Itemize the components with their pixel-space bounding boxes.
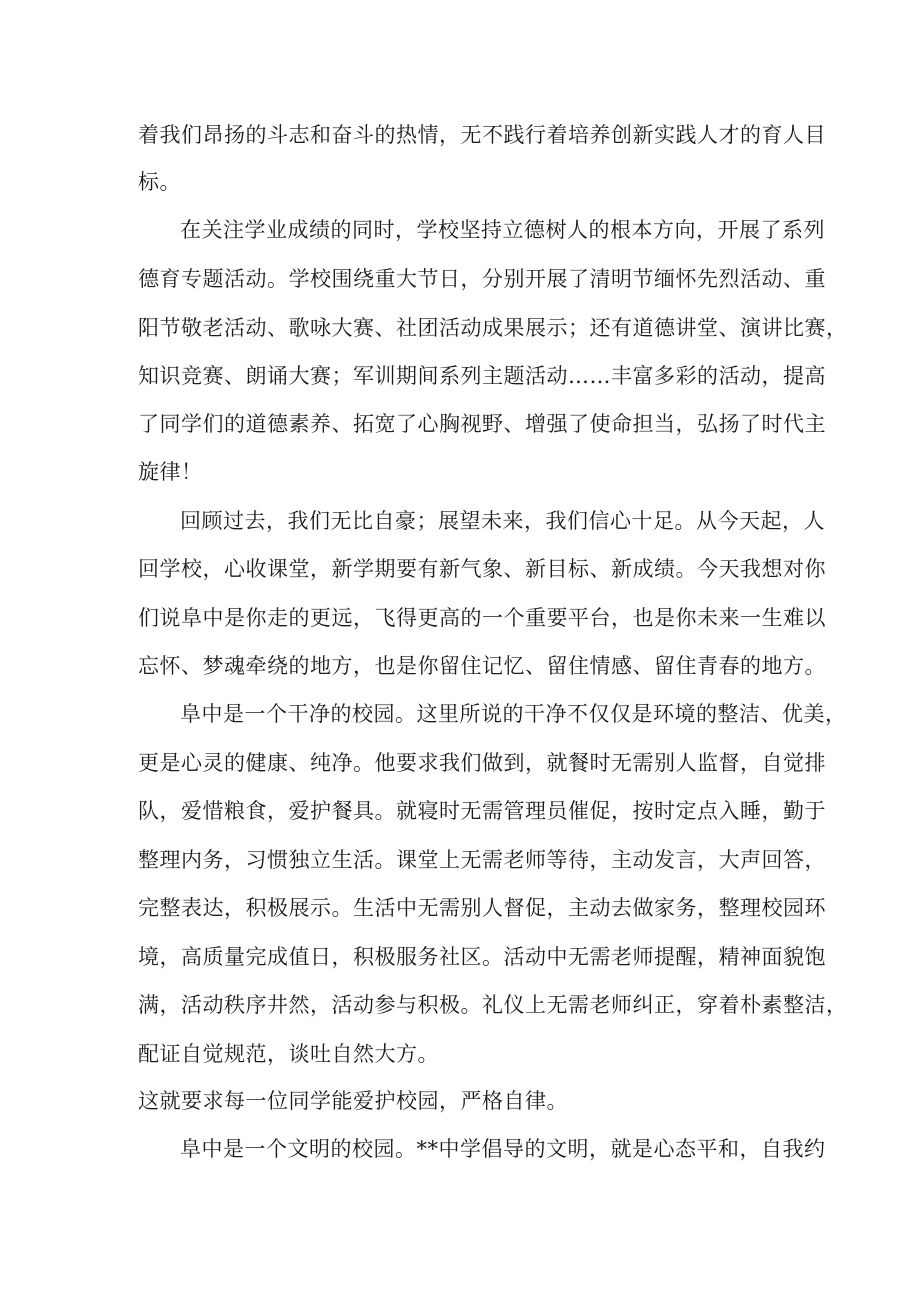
- text-line: 整理内务，习惯独立生活。课堂上无需老师等待，主动发言，大声回答，: [138, 848, 826, 872]
- text-line: 回学校，心收课堂，新学期要有新气象、新目标、新成绩。今天我想对你: [138, 557, 826, 581]
- text-line: 满，活动秩序井然，活动参与积极。礼仪上无需老师纠正，穿着朴素整洁，: [138, 993, 848, 1017]
- paragraph-start: 阜中是一个文明的校园。**中学倡导的文明，就是心态平和，自我约: [180, 1137, 826, 1161]
- text-line: 阳节敬老活动、歌咏大赛、社团活动成果展示；还有道德讲堂、演讲比赛，: [138, 316, 848, 340]
- text-line: 这就要求每一位同学能爱护校园，严格自律。: [138, 1089, 568, 1113]
- text-line: 完整表达，积极展示。生活中无需别人督促，主动去做家务，整理校园环: [138, 896, 826, 920]
- paragraph-start: 阜中是一个干净的校园。这里所说的干净不仅仅是环境的整洁、优美，: [180, 702, 847, 726]
- text-line: 更是心灵的健康、纯净。他要求我们做到，就餐时无需别人监督，自觉排: [138, 751, 826, 775]
- text-line: 们说阜中是你走的更远，飞得更高的一个重要平台，也是你未来一生难以: [138, 606, 826, 630]
- text-line: 旋律！: [138, 460, 203, 484]
- text-line: 配证自觉规范，谈吐自然大方。: [138, 1042, 439, 1066]
- text-line: 了同学们的道德素养、拓宽了心胸视野、增强了使命担当，弘扬了时代主: [138, 412, 826, 436]
- text-line: 境，高质量完成值日，积极服务社区。活动中无需老师提醒，精神面貌饱: [138, 945, 826, 969]
- text-line: 知识竞赛、朗诵大赛；军训期间系列主题活动……丰富多彩的活动，提高: [138, 364, 826, 388]
- paragraph-start: 在关注学业成绩的同时，学校坚持立德树人的根本方向，开展了系列: [180, 218, 825, 242]
- paragraph-start: 回顾过去，我们无比自豪；展望未来，我们信心十足。从今天起，人: [180, 509, 825, 533]
- text-line: 德育专题活动。学校围绕重大节日，分别开展了清明节缅怀先烈活动、重: [138, 267, 826, 291]
- text-line: 忘怀、梦魂牵绕的地方，也是你留住记忆、留住情感、留住青春的地方。: [138, 654, 826, 678]
- text-line: 着我们昂扬的斗志和奋斗的热情，无不践行着培养创新实践人才的育人目: [138, 123, 826, 147]
- text-line: 标。: [138, 170, 181, 194]
- text-line: 队，爱惜粮食，爱护餐具。就寝时无需管理员催促，按时定点入睡，勤于: [138, 799, 826, 823]
